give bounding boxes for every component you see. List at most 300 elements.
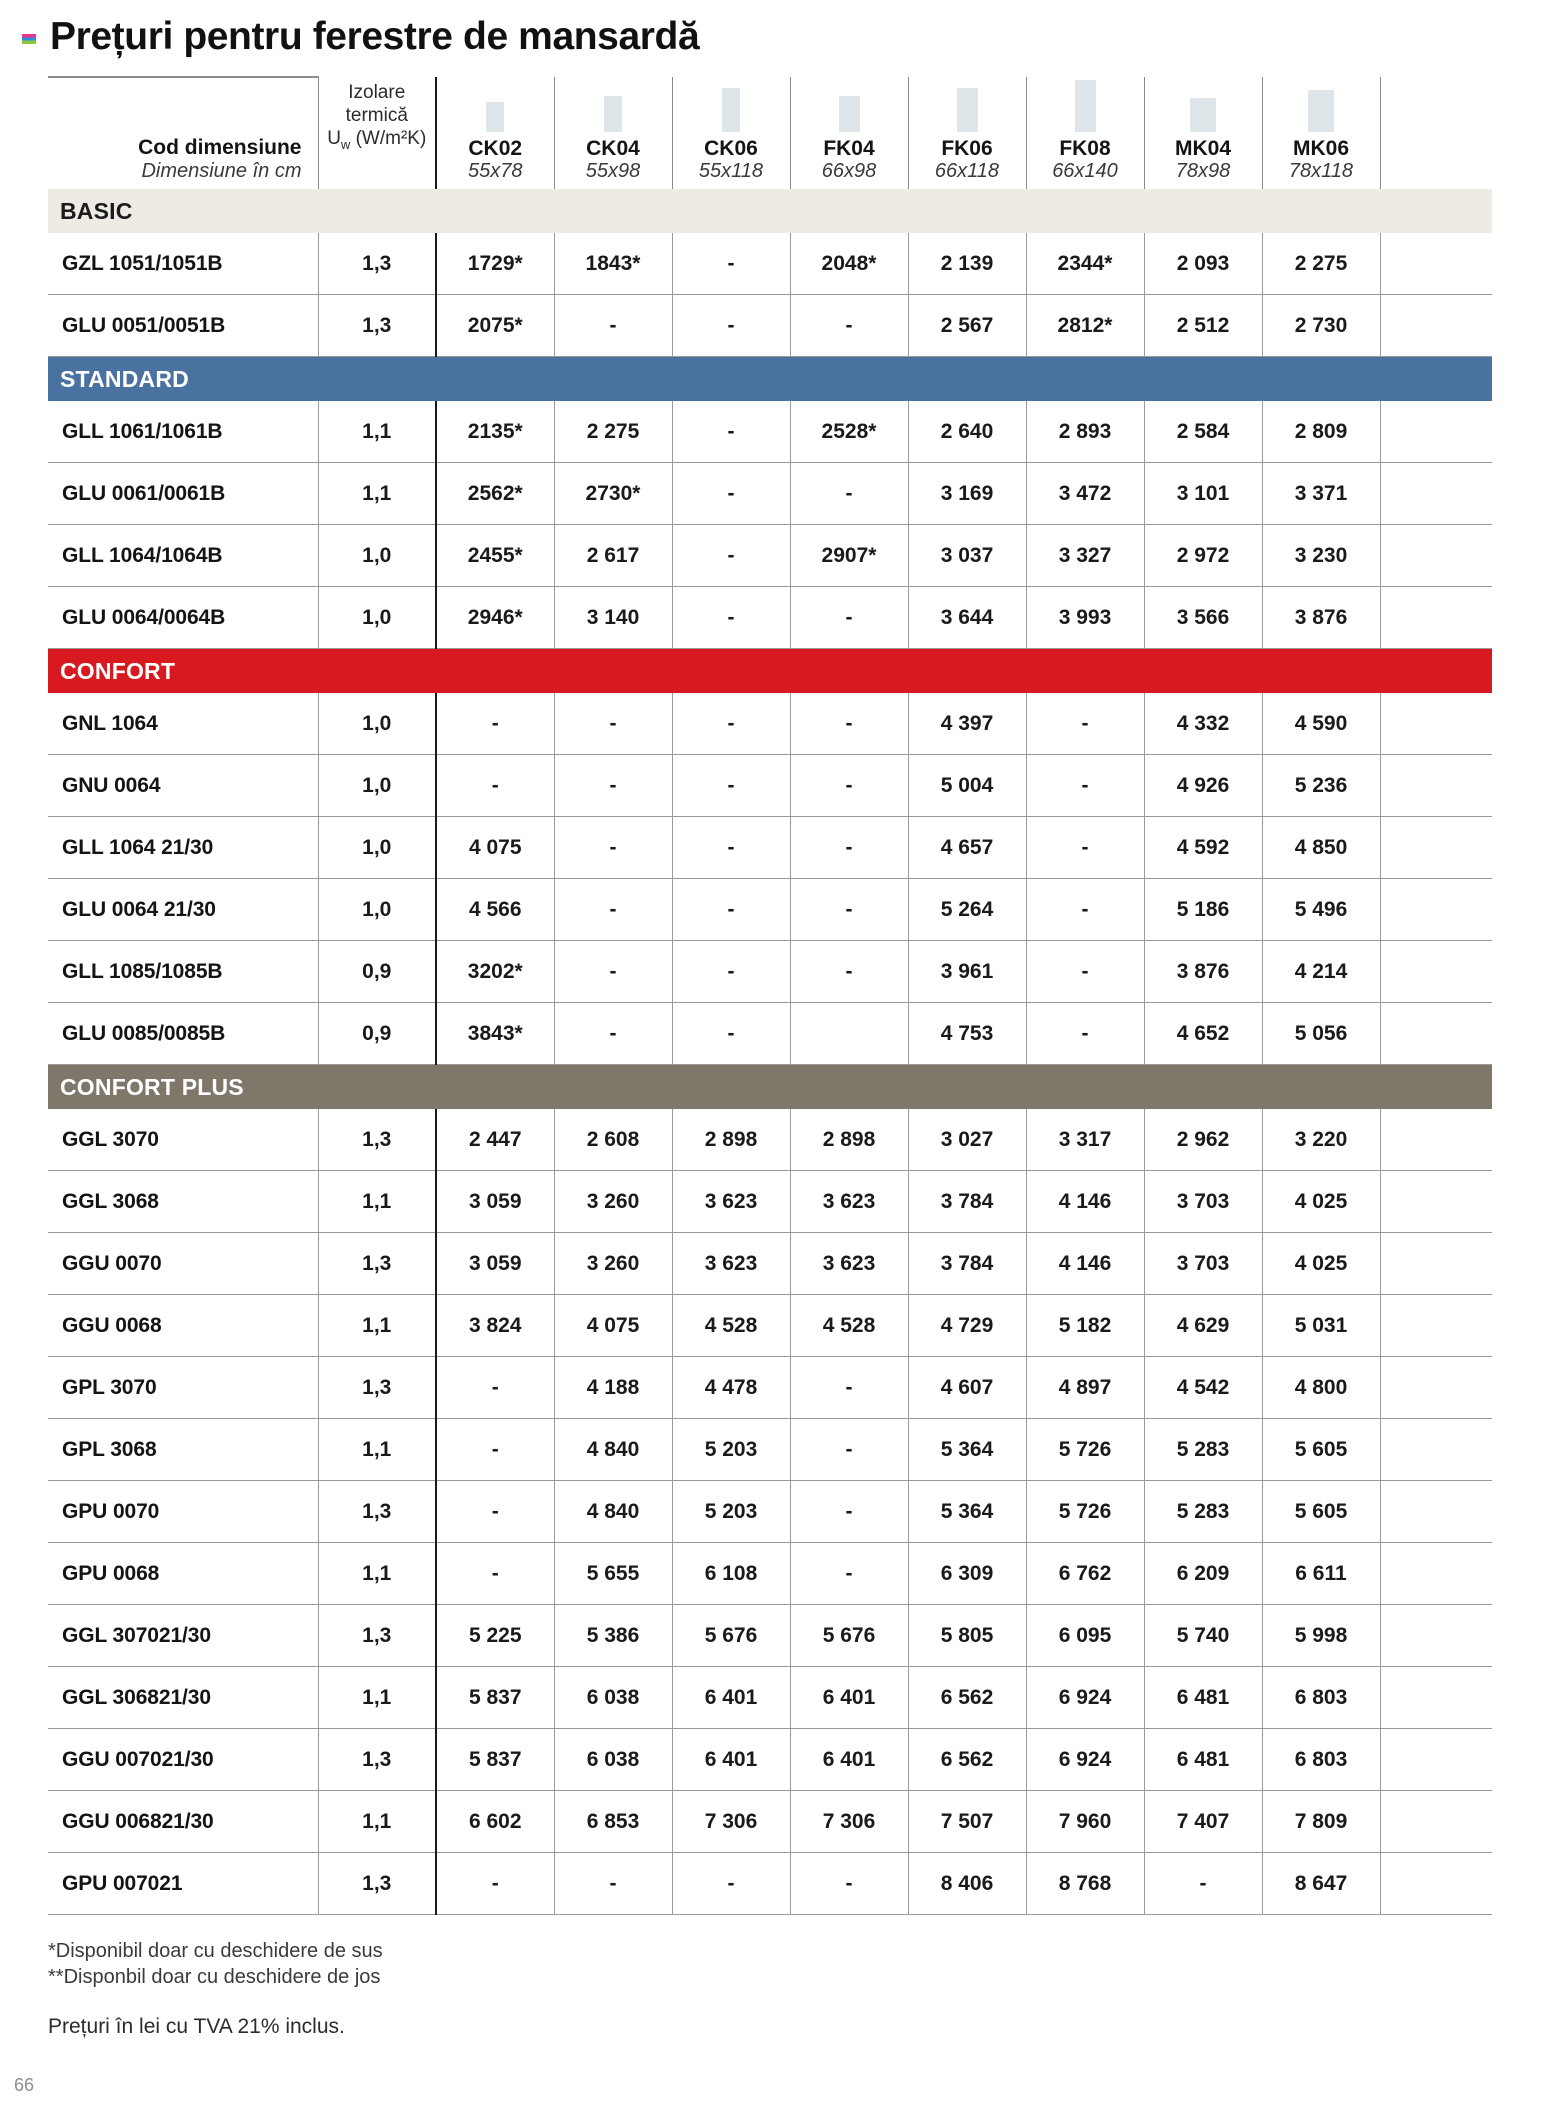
row-price-ck04: 3 260 bbox=[554, 1233, 672, 1295]
row-price-mk04: 2 093 bbox=[1144, 233, 1262, 295]
row-price-mk04: 7 407 bbox=[1144, 1791, 1262, 1853]
header-col-dim: 55x98 bbox=[585, 160, 641, 182]
header-col-4 bbox=[908, 77, 1026, 189]
row-spacer-cell bbox=[1380, 693, 1492, 755]
row-price-ck06: 6 108 bbox=[672, 1543, 790, 1605]
row-uw-value: 1,0 bbox=[318, 879, 436, 941]
row-price-mk06: 6 611 bbox=[1262, 1543, 1380, 1605]
row-price-ck02: 5 837 bbox=[436, 1667, 554, 1729]
row-price-ck04: 2 608 bbox=[554, 1109, 672, 1171]
row-price-fk08: - bbox=[1026, 879, 1144, 941]
row-price-fk04: - bbox=[790, 1543, 908, 1605]
row-price-mk04: 2 972 bbox=[1144, 525, 1262, 587]
row-price-fk08: 8 768 bbox=[1026, 1853, 1144, 1915]
table-body bbox=[48, 189, 1492, 1915]
footnote-vat: Prețuri în lei cu TVA 21% inclus. bbox=[48, 2014, 345, 2038]
row-price-ck02: 3 059 bbox=[436, 1171, 554, 1233]
window-thumb-icon bbox=[486, 102, 504, 132]
row-uw-value: 1,1 bbox=[318, 1171, 436, 1233]
price-table bbox=[48, 76, 1492, 1915]
row-spacer-cell bbox=[1380, 1791, 1492, 1853]
row-price-ck06: - bbox=[672, 525, 790, 587]
header-col-dim: 78x118 bbox=[1288, 160, 1354, 182]
izolare-line3: $U_w$ (W/m²K) bbox=[327, 128, 427, 153]
row-price-mk04: 5 740 bbox=[1144, 1605, 1262, 1667]
window-thumb-icon bbox=[1190, 98, 1216, 132]
row-price-ck02: 3 059 bbox=[436, 1233, 554, 1295]
header-col-code: CK06 bbox=[704, 136, 758, 160]
row-uw-value: 1,0 bbox=[318, 817, 436, 879]
row-product-code: GLU 0051/0051B bbox=[48, 295, 318, 357]
row-price-fk06: 3 644 bbox=[908, 587, 1026, 649]
row-uw-value: 1,1 bbox=[318, 1543, 436, 1605]
row-uw-value: 1,3 bbox=[318, 1357, 436, 1419]
header-col-code: MK06 bbox=[1292, 136, 1350, 160]
row-price-ck06: - bbox=[672, 1003, 790, 1065]
row-spacer-cell bbox=[1380, 1295, 1492, 1357]
row-price-mk04: 2 962 bbox=[1144, 1109, 1262, 1171]
table-row bbox=[48, 1295, 1492, 1357]
row-product-code: GGU 007021/30 bbox=[48, 1729, 318, 1791]
row-price-fk08: 7 960 bbox=[1026, 1791, 1144, 1853]
row-spacer-cell bbox=[1380, 1109, 1492, 1171]
row-price-ck06: - bbox=[672, 587, 790, 649]
row-spacer-cell bbox=[1380, 1481, 1492, 1543]
row-price-fk08: 2812* bbox=[1026, 295, 1144, 357]
row-product-code: GLL 1085/1085B bbox=[48, 941, 318, 1003]
row-product-code: GGU 006821/30 bbox=[48, 1791, 318, 1853]
row-price-fk04: - bbox=[790, 587, 908, 649]
row-spacer-cell bbox=[1380, 941, 1492, 1003]
header-col-code: CK04 bbox=[586, 136, 640, 160]
row-price-mk04: 6 209 bbox=[1144, 1543, 1262, 1605]
row-price-ck04: 4 075 bbox=[554, 1295, 672, 1357]
row-price-mk06: 4 850 bbox=[1262, 817, 1380, 879]
row-price-fk08: 3 317 bbox=[1026, 1109, 1144, 1171]
row-product-code: GZL 1051/1051B bbox=[48, 233, 318, 295]
row-product-code: GGU 0068 bbox=[48, 1295, 318, 1357]
row-uw-value: 1,1 bbox=[318, 463, 436, 525]
row-uw-value: 1,0 bbox=[318, 525, 436, 587]
row-product-code: GLL 1064/1064B bbox=[48, 525, 318, 587]
row-price-fk06: 5 364 bbox=[908, 1419, 1026, 1481]
row-price-fk06: 3 784 bbox=[908, 1171, 1026, 1233]
header-col-dim: 55x78 bbox=[468, 160, 523, 182]
row-price-ck06: 4 478 bbox=[672, 1357, 790, 1419]
row-price-ck06: 6 401 bbox=[672, 1729, 790, 1791]
row-price-mk06: 2 275 bbox=[1262, 233, 1380, 295]
row-price-mk06: 4 025 bbox=[1262, 1171, 1380, 1233]
row-spacer-cell bbox=[1380, 817, 1492, 879]
row-price-ck04: 2 617 bbox=[554, 525, 672, 587]
table-row bbox=[48, 1109, 1492, 1171]
row-price-mk04: 4 926 bbox=[1144, 755, 1262, 817]
row-price-mk06: 5 031 bbox=[1262, 1295, 1380, 1357]
row-price-ck02: - bbox=[436, 1853, 554, 1915]
window-thumb-icon bbox=[1308, 90, 1334, 132]
row-price-ck06: 6 401 bbox=[672, 1667, 790, 1729]
window-thumb-icon bbox=[957, 88, 978, 132]
row-price-ck02: 2 447 bbox=[436, 1109, 554, 1171]
row-uw-value: 1,3 bbox=[318, 233, 436, 295]
row-price-ck02: - bbox=[436, 1481, 554, 1543]
row-spacer-cell bbox=[1380, 1419, 1492, 1481]
row-price-fk04: - bbox=[790, 941, 908, 1003]
row-price-ck06: 2 898 bbox=[672, 1109, 790, 1171]
row-price-mk04: 3 703 bbox=[1144, 1233, 1262, 1295]
row-price-ck02: 3843* bbox=[436, 1003, 554, 1065]
table-row bbox=[48, 1481, 1492, 1543]
row-product-code: GLU 0064 21/30 bbox=[48, 879, 318, 941]
row-price-fk06: 7 507 bbox=[908, 1791, 1026, 1853]
row-price-ck02: 3202* bbox=[436, 941, 554, 1003]
table-row bbox=[48, 755, 1492, 817]
row-price-mk06: 4 214 bbox=[1262, 941, 1380, 1003]
row-product-code: GLL 1064 21/30 bbox=[48, 817, 318, 879]
row-price-mk04: 5 186 bbox=[1144, 879, 1262, 941]
row-price-ck04: 2730* bbox=[554, 463, 672, 525]
header-thermal-insulation bbox=[318, 77, 436, 189]
row-price-mk04: 3 876 bbox=[1144, 941, 1262, 1003]
row-price-ck02: - bbox=[436, 1357, 554, 1419]
row-price-mk06: 3 230 bbox=[1262, 525, 1380, 587]
table-row bbox=[48, 463, 1492, 525]
row-price-mk06: 5 236 bbox=[1262, 755, 1380, 817]
row-price-mk06: 5 605 bbox=[1262, 1419, 1380, 1481]
row-price-fk08: - bbox=[1026, 1003, 1144, 1065]
row-price-mk04: 4 629 bbox=[1144, 1295, 1262, 1357]
header-col-code: FK04 bbox=[823, 136, 875, 160]
row-price-fk06: 5 004 bbox=[908, 755, 1026, 817]
row-price-fk04: - bbox=[790, 693, 908, 755]
row-price-fk08: 6 762 bbox=[1026, 1543, 1144, 1605]
row-spacer-cell bbox=[1380, 1357, 1492, 1419]
row-price-fk04: 2048* bbox=[790, 233, 908, 295]
row-uw-value: 1,0 bbox=[318, 693, 436, 755]
header-col-2 bbox=[672, 77, 790, 189]
row-price-fk06: 3 027 bbox=[908, 1109, 1026, 1171]
row-price-fk04: - bbox=[790, 295, 908, 357]
row-price-ck04: 5 655 bbox=[554, 1543, 672, 1605]
row-price-mk06: 3 876 bbox=[1262, 587, 1380, 649]
row-price-fk08: 6 924 bbox=[1026, 1667, 1144, 1729]
row-price-mk04: 4 542 bbox=[1144, 1357, 1262, 1419]
row-uw-value: 1,1 bbox=[318, 1791, 436, 1853]
row-uw-value: 1,1 bbox=[318, 401, 436, 463]
row-price-fk08: 5 182 bbox=[1026, 1295, 1144, 1357]
row-spacer-cell bbox=[1380, 587, 1492, 649]
row-price-fk06: 2 567 bbox=[908, 295, 1026, 357]
page-title: Prețuri pentru ferestre de mansardă bbox=[50, 14, 700, 58]
row-price-mk06: 3 220 bbox=[1262, 1109, 1380, 1171]
row-price-mk04: 3 566 bbox=[1144, 587, 1262, 649]
row-price-ck02: 2075* bbox=[436, 295, 554, 357]
row-price-mk04: 5 283 bbox=[1144, 1481, 1262, 1543]
row-uw-value: 1,1 bbox=[318, 1419, 436, 1481]
row-product-code: GGL 306821/30 bbox=[48, 1667, 318, 1729]
header-col-dim: 78x98 bbox=[1175, 160, 1231, 182]
row-price-ck02: - bbox=[436, 1419, 554, 1481]
row-price-ck06: - bbox=[672, 1853, 790, 1915]
price-table-container bbox=[48, 76, 1458, 1915]
row-spacer-cell bbox=[1380, 1171, 1492, 1233]
row-price-mk04: 2 512 bbox=[1144, 295, 1262, 357]
row-spacer-cell bbox=[1380, 1605, 1492, 1667]
row-price-ck06: - bbox=[672, 693, 790, 755]
header-col-dim: 55x118 bbox=[698, 160, 764, 182]
row-price-fk08: 3 993 bbox=[1026, 587, 1144, 649]
row-price-fk08: - bbox=[1026, 693, 1144, 755]
row-price-mk04: 4 332 bbox=[1144, 693, 1262, 755]
header-dimension-code bbox=[48, 77, 318, 189]
row-spacer-cell bbox=[1380, 1233, 1492, 1295]
header-col-1 bbox=[554, 77, 672, 189]
row-price-mk04: 5 283 bbox=[1144, 1419, 1262, 1481]
row-price-fk06: 5 364 bbox=[908, 1481, 1026, 1543]
row-price-ck04: 3 140 bbox=[554, 587, 672, 649]
row-price-fk06: 4 397 bbox=[908, 693, 1026, 755]
row-price-mk06: 5 998 bbox=[1262, 1605, 1380, 1667]
row-price-mk06: 8 647 bbox=[1262, 1853, 1380, 1915]
row-price-fk08: 5 726 bbox=[1026, 1481, 1144, 1543]
row-product-code: GGL 3070 bbox=[48, 1109, 318, 1171]
row-price-ck06: - bbox=[672, 233, 790, 295]
row-product-code: GNU 0064 bbox=[48, 755, 318, 817]
row-product-code: GPU 007021 bbox=[48, 1853, 318, 1915]
row-price-fk04: - bbox=[790, 817, 908, 879]
row-spacer-cell bbox=[1380, 755, 1492, 817]
header-col-code: MK04 bbox=[1174, 136, 1232, 160]
row-price-ck04: 5 386 bbox=[554, 1605, 672, 1667]
header-col-dim: 66x140 bbox=[1052, 160, 1118, 182]
section-band-label: BASIC bbox=[48, 189, 1492, 233]
row-price-ck06: 7 306 bbox=[672, 1791, 790, 1853]
row-price-ck06: - bbox=[672, 879, 790, 941]
table-row bbox=[48, 817, 1492, 879]
table-row bbox=[48, 1357, 1492, 1419]
row-uw-value: 1,3 bbox=[318, 1481, 436, 1543]
row-spacer-cell bbox=[1380, 525, 1492, 587]
header-col-3 bbox=[790, 77, 908, 189]
row-price-ck04: 6 038 bbox=[554, 1729, 672, 1791]
row-price-ck02: 5 225 bbox=[436, 1605, 554, 1667]
row-spacer-cell bbox=[1380, 1667, 1492, 1729]
row-spacer-cell bbox=[1380, 295, 1492, 357]
table-row bbox=[48, 693, 1492, 755]
row-price-fk04: - bbox=[790, 1853, 908, 1915]
row-price-ck02: 4 075 bbox=[436, 817, 554, 879]
window-thumb-icon bbox=[604, 96, 622, 132]
izolare-line1: Izolare bbox=[348, 82, 406, 103]
brand-mark-icon bbox=[22, 34, 36, 44]
row-price-ck02: - bbox=[436, 1543, 554, 1605]
row-price-fk06: 4 657 bbox=[908, 817, 1026, 879]
section-band-label: CONFORT bbox=[48, 649, 1492, 694]
row-price-mk04: - bbox=[1144, 1853, 1262, 1915]
row-price-fk08: 4 897 bbox=[1026, 1357, 1144, 1419]
row-price-ck02: 6 602 bbox=[436, 1791, 554, 1853]
row-price-ck04: - bbox=[554, 1853, 672, 1915]
header-col-dim: 66x118 bbox=[934, 160, 1000, 182]
row-product-code: GNL 1064 bbox=[48, 693, 318, 755]
row-price-fk08: - bbox=[1026, 817, 1144, 879]
row-price-ck02: 3 824 bbox=[436, 1295, 554, 1357]
row-product-code: GLU 0085/0085B bbox=[48, 1003, 318, 1065]
row-product-code: GGL 307021/30 bbox=[48, 1605, 318, 1667]
row-spacer-cell bbox=[1380, 233, 1492, 295]
row-price-fk08: - bbox=[1026, 941, 1144, 1003]
row-price-mk06: 2 809 bbox=[1262, 401, 1380, 463]
header-code-label: Cod dimensiune bbox=[138, 136, 302, 159]
row-price-fk04: 2 898 bbox=[790, 1109, 908, 1171]
row-product-code: GLL 1061/1061B bbox=[48, 401, 318, 463]
header-dimension-label: Dimensiune în cm bbox=[141, 160, 302, 182]
row-price-ck06: 5 203 bbox=[672, 1481, 790, 1543]
row-price-fk04: 7 306 bbox=[790, 1791, 908, 1853]
row-uw-value: 1,0 bbox=[318, 755, 436, 817]
row-price-fk04: 2528* bbox=[790, 401, 908, 463]
row-price-fk04: - bbox=[790, 1481, 908, 1543]
row-spacer-cell bbox=[1380, 1853, 1492, 1915]
header-col-5 bbox=[1026, 77, 1144, 189]
row-price-ck04: 4 188 bbox=[554, 1357, 672, 1419]
row-spacer-cell bbox=[1380, 1729, 1492, 1791]
header-col-code: FK08 bbox=[1059, 136, 1111, 160]
row-price-ck04: - bbox=[554, 879, 672, 941]
row-price-ck02: 2135* bbox=[436, 401, 554, 463]
row-price-ck06: - bbox=[672, 941, 790, 1003]
section-band-basic bbox=[48, 189, 1492, 233]
row-price-ck02: - bbox=[436, 693, 554, 755]
row-uw-value: 1,0 bbox=[318, 587, 436, 649]
header-row bbox=[48, 77, 1492, 189]
row-uw-value: 1,3 bbox=[318, 295, 436, 357]
row-price-ck04: 6 038 bbox=[554, 1667, 672, 1729]
row-price-ck06: 5 203 bbox=[672, 1419, 790, 1481]
row-price-fk08: 2 893 bbox=[1026, 401, 1144, 463]
row-price-ck06: - bbox=[672, 817, 790, 879]
row-price-fk04 bbox=[790, 1003, 908, 1065]
row-price-mk06: 3 371 bbox=[1262, 463, 1380, 525]
row-product-code: GPL 3068 bbox=[48, 1419, 318, 1481]
row-price-fk04: - bbox=[790, 879, 908, 941]
row-price-ck06: - bbox=[672, 755, 790, 817]
row-uw-value: 1,1 bbox=[318, 1295, 436, 1357]
table-row bbox=[48, 1791, 1492, 1853]
row-price-mk04: 2 584 bbox=[1144, 401, 1262, 463]
row-price-mk06: 7 809 bbox=[1262, 1791, 1380, 1853]
row-price-ck04: 1843* bbox=[554, 233, 672, 295]
row-uw-value: 1,1 bbox=[318, 1667, 436, 1729]
row-product-code: GGU 0070 bbox=[48, 1233, 318, 1295]
row-price-fk06: 3 961 bbox=[908, 941, 1026, 1003]
table-row bbox=[48, 1171, 1492, 1233]
row-price-fk06: 6 562 bbox=[908, 1667, 1026, 1729]
table-row bbox=[48, 1605, 1492, 1667]
row-price-ck02: 2562* bbox=[436, 463, 554, 525]
table-row bbox=[48, 401, 1492, 463]
row-price-fk06: 5 264 bbox=[908, 879, 1026, 941]
row-price-ck04: - bbox=[554, 755, 672, 817]
page-header bbox=[0, 0, 1550, 64]
row-product-code: GPU 0068 bbox=[48, 1543, 318, 1605]
row-price-mk06: 5 056 bbox=[1262, 1003, 1380, 1065]
row-uw-value: 0,9 bbox=[318, 941, 436, 1003]
row-price-mk04: 4 652 bbox=[1144, 1003, 1262, 1065]
row-price-mk06: 5 496 bbox=[1262, 879, 1380, 941]
row-price-fk06: 4 729 bbox=[908, 1295, 1026, 1357]
section-band-standard bbox=[48, 357, 1492, 402]
row-price-fk06: 6 309 bbox=[908, 1543, 1026, 1605]
table-row bbox=[48, 1003, 1492, 1065]
table-row bbox=[48, 1419, 1492, 1481]
window-thumb-icon bbox=[839, 96, 860, 132]
row-price-mk06: 4 025 bbox=[1262, 1233, 1380, 1295]
table-row bbox=[48, 1729, 1492, 1791]
row-price-fk08: 6 924 bbox=[1026, 1729, 1144, 1791]
page-number: 66 bbox=[14, 2075, 35, 2095]
row-price-fk06: 5 805 bbox=[908, 1605, 1026, 1667]
row-price-ck04: 2 275 bbox=[554, 401, 672, 463]
row-price-fk04: - bbox=[790, 1419, 908, 1481]
row-spacer-cell bbox=[1380, 879, 1492, 941]
row-price-fk04: 6 401 bbox=[790, 1729, 908, 1791]
row-price-ck06: - bbox=[672, 401, 790, 463]
row-price-fk06: 3 169 bbox=[908, 463, 1026, 525]
row-product-code: GPU 0070 bbox=[48, 1481, 318, 1543]
table-row bbox=[48, 295, 1492, 357]
row-price-fk06: 3 037 bbox=[908, 525, 1026, 587]
row-price-ck04: - bbox=[554, 817, 672, 879]
footnote-spacer bbox=[48, 1991, 383, 2013]
section-band-label: STANDARD bbox=[48, 357, 1492, 402]
header-col-7 bbox=[1262, 77, 1380, 189]
row-price-mk06: 5 605 bbox=[1262, 1481, 1380, 1543]
row-product-code: GLU 0061/0061B bbox=[48, 463, 318, 525]
row-price-ck02: 2455* bbox=[436, 525, 554, 587]
row-price-ck04: 4 840 bbox=[554, 1481, 672, 1543]
row-price-ck04: 3 260 bbox=[554, 1171, 672, 1233]
header-col-code: FK06 bbox=[941, 136, 993, 160]
row-price-fk04: 3 623 bbox=[790, 1233, 908, 1295]
table-row bbox=[48, 1667, 1492, 1729]
row-price-fk06: 2 139 bbox=[908, 233, 1026, 295]
window-thumb-icon bbox=[1075, 80, 1096, 132]
row-product-code: GGL 3068 bbox=[48, 1171, 318, 1233]
row-price-mk06: 4 800 bbox=[1262, 1357, 1380, 1419]
row-price-ck02: 4 566 bbox=[436, 879, 554, 941]
row-price-fk06: 4 607 bbox=[908, 1357, 1026, 1419]
row-price-fk08: 6 095 bbox=[1026, 1605, 1144, 1667]
row-price-fk06: 4 753 bbox=[908, 1003, 1026, 1065]
row-price-ck06: 3 623 bbox=[672, 1171, 790, 1233]
row-price-ck04: 6 853 bbox=[554, 1791, 672, 1853]
row-price-ck02: - bbox=[436, 755, 554, 817]
table-row bbox=[48, 879, 1492, 941]
row-price-ck04: - bbox=[554, 693, 672, 755]
row-uw-value: 1,3 bbox=[318, 1233, 436, 1295]
row-price-fk04: - bbox=[790, 1357, 908, 1419]
table-row bbox=[48, 587, 1492, 649]
row-price-mk04: 3 101 bbox=[1144, 463, 1262, 525]
row-price-ck04: - bbox=[554, 295, 672, 357]
row-price-ck02: 5 837 bbox=[436, 1729, 554, 1791]
row-price-mk06: 4 590 bbox=[1262, 693, 1380, 755]
row-price-fk04: 4 528 bbox=[790, 1295, 908, 1357]
row-uw-value: 0,9 bbox=[318, 1003, 436, 1065]
row-price-ck06: - bbox=[672, 463, 790, 525]
row-uw-value: 1,3 bbox=[318, 1109, 436, 1171]
